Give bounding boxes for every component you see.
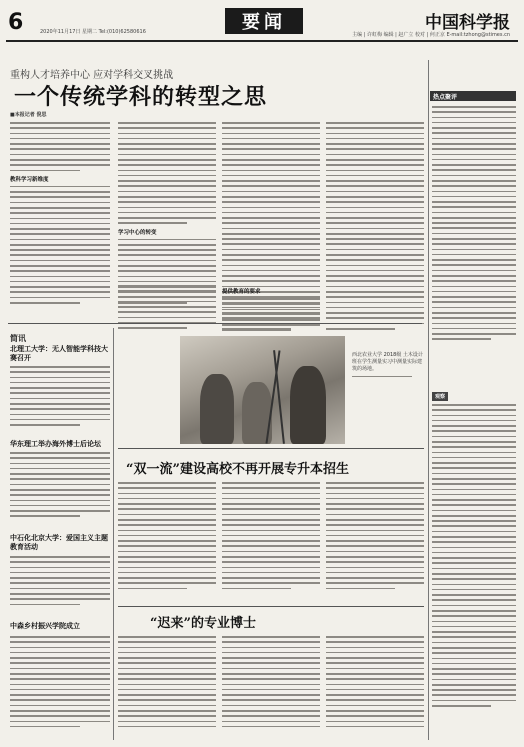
briefs-label: 简讯 — [10, 334, 26, 343]
lead-column-2 — [118, 122, 216, 307]
lead-column-3-lower — [222, 285, 320, 335]
lead-bottom-rule — [8, 323, 422, 324]
brief-body-3 — [10, 556, 110, 609]
lead-headline: 一个传统学科的转型之思 — [14, 84, 268, 110]
photo-caption-text: 西北农业大学 2018级 土木设计班在学生测量实习中测量实际建筑的场地。 — [352, 352, 423, 372]
story1-column-2 — [222, 482, 320, 593]
news-photo — [180, 336, 345, 444]
lead-subhead-3: 提供教育的要求 — [222, 289, 261, 295]
brief-body-1 — [10, 366, 110, 429]
lead-column-2-lower — [118, 285, 216, 333]
section-badge: 要闻 — [225, 8, 303, 34]
editor-line: 主编 | 许虹梅 编辑 | 赵广立 校对 | 何正京 E-mail:tzhong@stimes.cn — [352, 32, 510, 38]
brief-body-2 — [10, 452, 110, 521]
story2-top-rule — [118, 606, 424, 607]
photo-caption-credit — [352, 373, 424, 380]
story2-column-1 — [118, 636, 216, 731]
photo-caption — [352, 352, 424, 380]
header-rule — [6, 40, 518, 42]
date-line: 2020年11月17日 星期二 Tel:(010)62580616 — [40, 29, 146, 35]
story2-column-3 — [326, 636, 424, 731]
right-column-tag: 观察 — [432, 392, 448, 401]
brief-body-4 — [10, 636, 110, 731]
story2-column-2 — [222, 636, 320, 731]
right-column-rule — [428, 60, 429, 740]
left-column-rule — [113, 328, 114, 740]
right-column-body-1 — [432, 106, 516, 344]
lead-kicker: 重构人才培养中心 应对学科交叉挑战 — [10, 70, 174, 81]
lead-column-1 — [10, 122, 110, 307]
page-number: 6 — [8, 10, 24, 35]
story2-headline: “迟来”的专业博士 — [150, 616, 256, 631]
brief-title-2: 华东理工举办海外博士后论坛 — [10, 440, 101, 448]
lead-subhead-2: 学习中心的转变 — [118, 229, 157, 236]
lead-byline: ■本报记者 倪思 — [10, 112, 47, 118]
lead-subhead-1: 教科学习新维度 — [10, 176, 49, 183]
story1-top-rule — [118, 448, 424, 449]
brief-title-1: 北理工大学：无人智能学科技大赛召开 — [10, 345, 108, 362]
story1-headline: “双一流”建设高校不再开展专升本招生 — [126, 462, 349, 477]
masthead-logo: 中国科学报 — [425, 13, 510, 33]
right-column-header: 热点聚评 — [430, 91, 516, 101]
lead-column-4 — [326, 122, 424, 333]
story1-column-3 — [326, 482, 424, 593]
brief-title-3: 中石化北京大学：爱国主义主题教育活动 — [10, 534, 108, 551]
right-column-body-2 — [432, 404, 516, 710]
story1-column-1 — [118, 482, 216, 593]
brief-title-4: 中森乡村振兴学院成立 — [10, 622, 80, 630]
